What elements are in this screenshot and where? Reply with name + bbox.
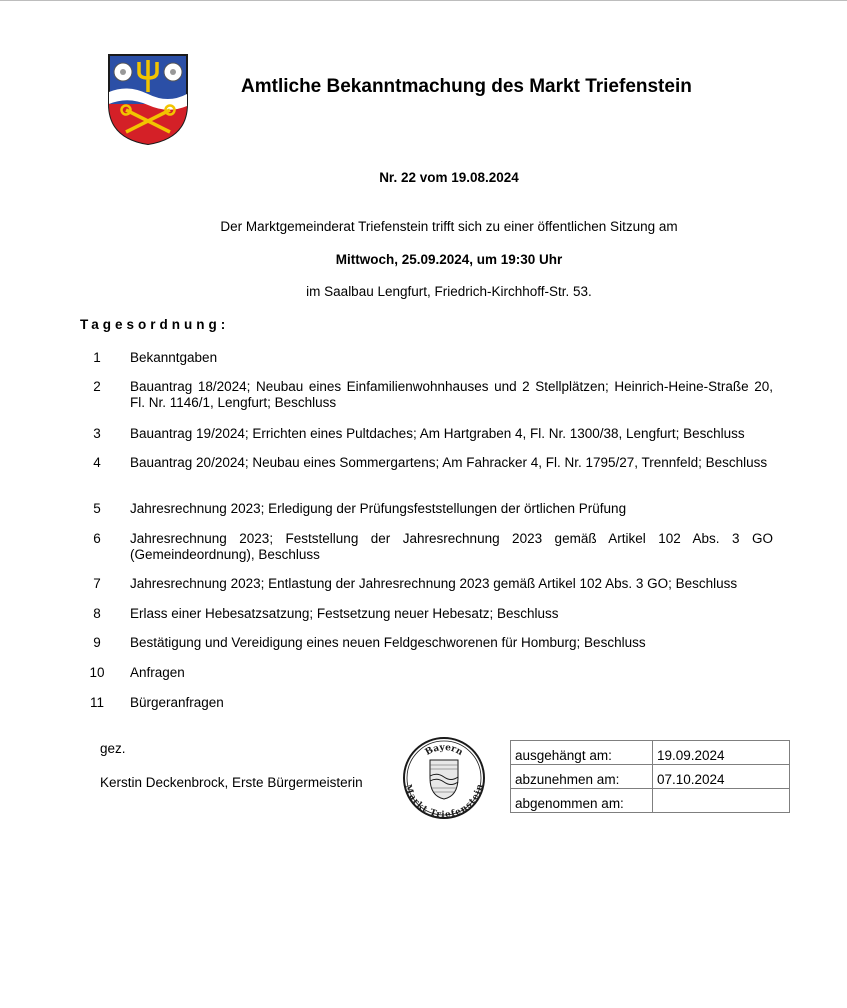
agenda-item-number: 3 (93, 426, 101, 441)
document-title: Amtliche Bekanntmachung des Markt Triefenstein (241, 76, 692, 97)
table-row (511, 789, 790, 813)
posting-dates-table (510, 740, 790, 813)
agenda-item-text: Bekanntgaben (130, 350, 218, 365)
posted-on-label: ausgehängt am: (511, 741, 653, 765)
agenda-item-number: 4 (93, 455, 101, 470)
agenda-item-number: 5 (93, 501, 101, 516)
signature-gez: gez. (100, 741, 126, 756)
agenda-item-text: Bauantrag 19/2024; Errichten eines Pultdaches; Am Hartgraben 4, Fl. Nr. 1300/38, Lengfurt; Beschluss (130, 426, 745, 441)
coat-of-arms-logo (106, 52, 190, 147)
removed-on-value (653, 789, 790, 813)
meeting-datetime: Mittwoch, 25.09.2024, um 19:30 Uhr (335, 252, 563, 267)
agenda-item-text: Jahresrechnung 2023; Erledigung der Prüfungsfeststellungen der örtlichen Prüfung (130, 501, 627, 516)
agenda-item-number: 7 (93, 576, 101, 591)
agenda-item-number: 2 (93, 379, 101, 394)
agenda-item-text: Bauantrag 20/2024; Neubau eines Sommergartens; Am Fahracker 4, Fl. Nr. 1795/27, Trennfeld; Beschluss (130, 455, 768, 470)
meeting-location: im Saalbau Lengfurt, Friedrich-Kirchhoff-Str. 53. (306, 284, 592, 299)
intro-text: Der Marktgemeinderat Triefenstein trifft sich zu einer öffentlichen Sitzung am (220, 219, 678, 234)
agenda-item-text: Erlass einer Hebesatzsatzung; Festsetzung neuer Hebesatz; Beschluss (130, 606, 559, 621)
page-top-border (0, 0, 847, 1)
agenda-item-text: Jahresrechnung 2023; Feststellung der Jahresrechnung 2023 gemäß Artikel 102 Abs. 3 GO (Gemeindeordnung), Beschluss (130, 531, 773, 562)
table-row (511, 741, 790, 765)
official-seal-stamp (402, 736, 486, 820)
agenda-item-text: Jahresrechnung 2023; Entlastung der Jahresrechnung 2023 gemäß Artikel 102 Abs. 3 GO; Beschluss (130, 576, 738, 591)
svg-text:Markt Triefenstein: Markt Triefenstein (402, 783, 486, 820)
agenda-item-number: 11 (89, 695, 104, 710)
agenda-heading: Tagesordnung: (80, 317, 230, 332)
svg-text:Bayern: Bayern (423, 742, 465, 758)
remove-on-label: abzunehmen am: (511, 765, 653, 789)
agenda-item-number: 9 (93, 635, 101, 650)
removed-on-label: abgenommen am: (511, 789, 653, 813)
remove-on-value: 07.10.2024 (653, 765, 790, 789)
agenda-item-text: Bürgeranfragen (130, 695, 224, 710)
agenda-item-number: 1 (93, 350, 101, 365)
agenda-item-number: 8 (93, 606, 101, 621)
agenda-item-text: Bestätigung und Vereidigung eines neuen Feldgeschworenen für Homburg; Beschluss (130, 635, 646, 650)
agenda-item-number: 6 (93, 531, 101, 546)
agenda-item-text: Anfragen (130, 665, 185, 680)
agenda-item-text: Bauantrag 18/2024; Neubau eines Einfamilienwohnhauses und 2 Stellplätzen; Heinrich-Heine-Straße 20, Fl. Nr. 1146/1, Lengfurt; Beschluss (130, 379, 773, 410)
notice-number: Nr. 22 vom 19.08.2024 (379, 170, 519, 185)
agenda-item-number: 10 (89, 665, 105, 680)
table-row (511, 765, 790, 789)
posted-on-value: 19.09.2024 (653, 741, 790, 765)
signer-name: Kerstin Deckenbrock, Erste Bürgermeisterin (100, 775, 363, 790)
